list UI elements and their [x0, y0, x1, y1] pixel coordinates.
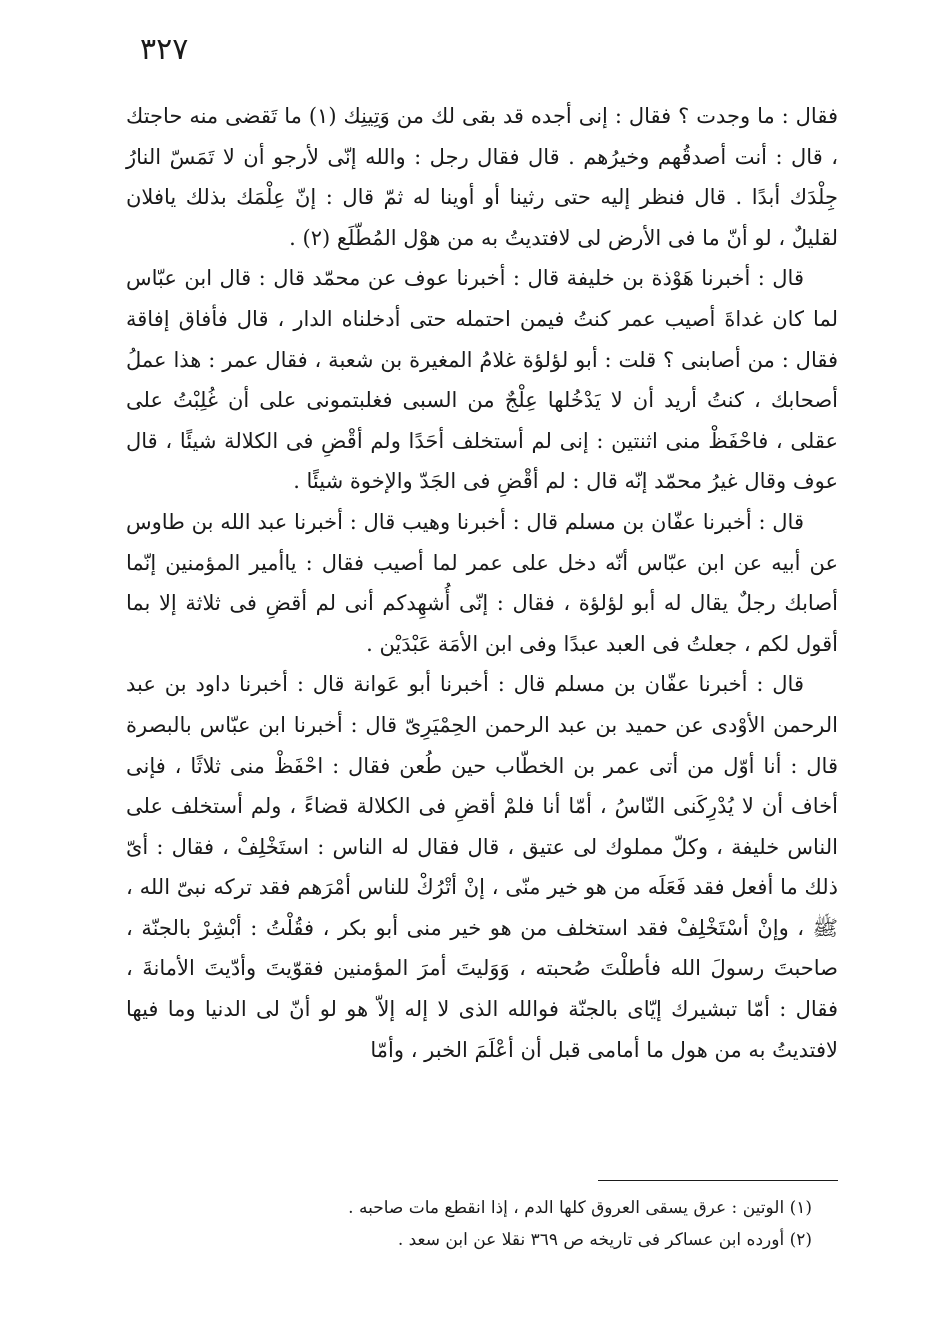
footnote-divider: [598, 1180, 838, 1181]
paragraph: قال : أخبرنا عفّان بن مسلم قال : أخبرنا وهيب قال : أخبرنا عبد الله بن طاوس عن أبيه عن ابن عبّاس أنّه دخل على عمر لما أصيب فقال : ياأمير المؤمنين إنّما أصابك رجلٌ يقال له أبو لؤلؤة ، فقال : إنّى أُشهِدكم أنى لم أقضِ فى ثلاثة إلا بما أقول لكم ، جعلتُ فى العبد عبدًا وفى ابن الأمَة عَبْدَيْن .: [126, 509, 838, 656]
footnote: (٢) أورده ابن عساكر فى تاريخه ص ٣٦٩ نقلا عن ابن سعد .: [397, 1230, 812, 1250]
paragraph: قال : أخبرنا عفّان بن مسلم قال : أخبرنا أبو عَوانة قال : أخبرنا داود بن عبد الرحمن الأوْدى عن حميد بن عبد الرحمن الحِمْيَرِىّ قال : أخبرنا ابن عبّاس بالبصرة قال : أنا أوّل من أتى عمر بن الخطّاب حين طُعن فقال : احْفَظْ منى ثلاثًا ، فإنى أخاف أن لا يُدْرِكَنى النّاسُ ، أمّا أنا فلمْ أقضِ فى الكلالة قضاءً ، ولم أستخلف على الناس خليفة ، وكلّ مملوك لى عتيق ، قال فقال له الناس : استَخْلِفْ ، فقال : أىّ ذلك ما أفعل فقد فَعَلَه من هو خير منّى ، إنْ أتْرُكْ للناس أمْرَهم فقد تركه نبىّ الله ، ﷺ ، وإنْ أسْتَخْلِفْ فقد استخلف من هو خير منى أبو بكر ، فقُلْتُ : أبْشِرْ بالجنّة ، صاحبتَ رسولَ الله فأطلْتَ صُحبته ، وَوَليتَ أمرَ المؤمنين فقوّيتَ وأدّيتَ الأمانةَ ، فقال : أمّا تبشيرك إيّاى بالجنّة فوالله الذى لا إله إلاّ هو لو أنّ لى الدنيا وما فيها لافتديتُ به من هول ما أمامى قبل أن أعْلَمَ الخبر ، وأمّا: [126, 672, 838, 1062]
paragraph: قال : أخبرنا هَوْذة بن خليفة قال : أخبرنا عوف عن محمّد قال : قال ابن عبّاس لما كان غداةَ أصيب عمر كنتُ فيمن احتمله حتى أدخلناه الدار ، قال فأفاق إفاقة فقال : من أصابنى ؟ قلت : أبو لؤلؤة غلامُ المغيرة بن شعبة ، فقال عمر : هذا عملُ أصحابك ، كنتُ أريد أن لا يَدْخُلها عِلْجٌ من السبى فغلبتمونى على أن غُلِبْتُ على عقلى ، فاحْفَظْ منى اثنتين : إنى لم أستخلف أحَدًا ولم أقْضِ فى الكلالة شيئًا ، قال عوف وقال غيرُ محمّد إنّه قال : لم أقْضِ فى الجَدّ والإخوة شيئًا .: [126, 266, 839, 494]
paragraph: فقال : ما وجدت ؟ فقال : إنى أجده قد بقى لك من وَتِينِك (١) ما تَقضى منه حاجتك ، قال : أنت أصدقُهم وخيرُهم . قال فقال رجل : والله إنّى لأرجو أن لا تَمَسّ النارُ جِلْدَك أبدًا . قال فنظر إليه حتى رثينا أو أوينا له ثمّ قال : إنّ عِلْمَك بذلك يافلان لقليلٌ ، لو أنّ ما فى الأرض لى لافتديتُ به من هوْل المُطّلَع (٢) .: [126, 104, 838, 250]
footnote: (١) الوتين : عرق يسقى العروق كلها الدم ، إذا انقطع مات صاحبه .: [348, 1198, 812, 1218]
footnotes: [126, 1192, 812, 1256]
page-number: ٣٢٧: [140, 32, 189, 67]
main-text: [126, 96, 838, 1070]
